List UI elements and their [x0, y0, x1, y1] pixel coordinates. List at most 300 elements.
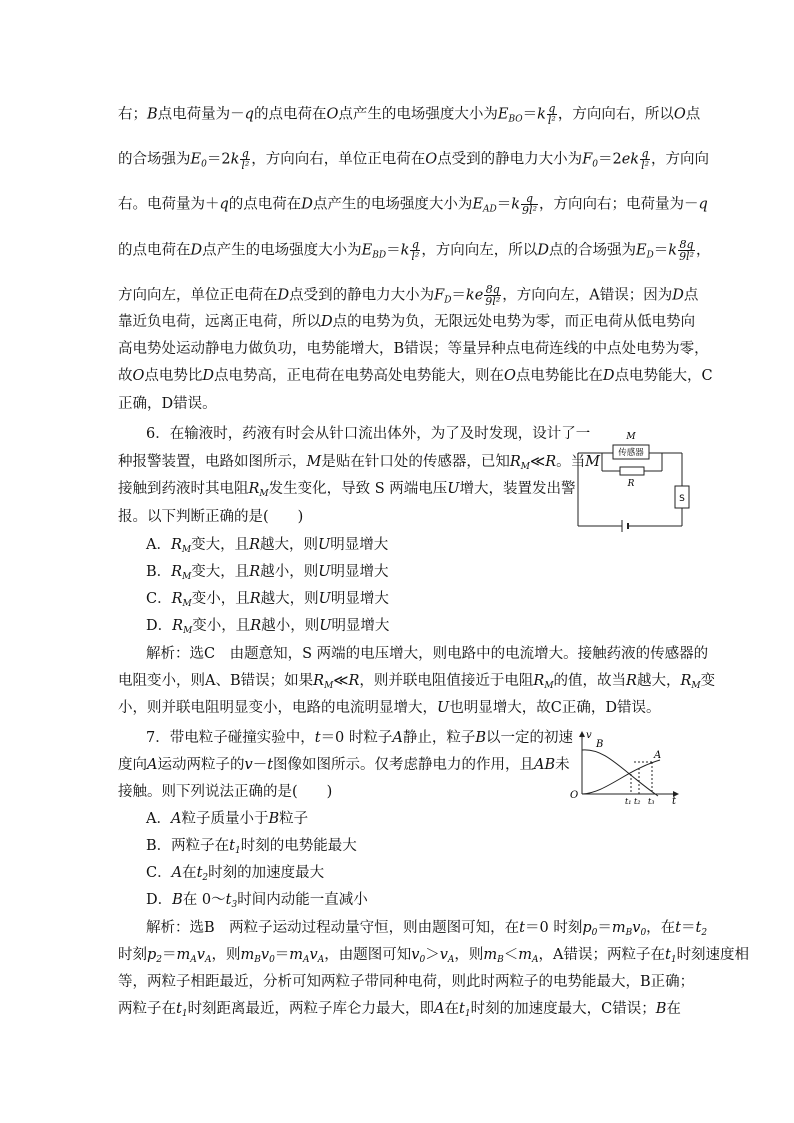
subscript: 0 — [592, 159, 598, 170]
subscript: 1 — [181, 1009, 188, 1019]
text: ke — [465, 287, 484, 304]
text: t — [196, 865, 203, 881]
text: m — [483, 947, 498, 963]
text: v — [309, 947, 318, 963]
text: ，则并联电阻值接近于电阻 — [359, 673, 534, 689]
subscript: 1 — [234, 846, 241, 856]
text: 在 — [444, 1001, 460, 1017]
text: E — [472, 196, 484, 213]
text: 以一定的初速 — [486, 730, 574, 746]
text: 点 — [685, 106, 701, 123]
numerator: q — [241, 147, 249, 160]
subscript: A — [317, 955, 325, 965]
text: ，则 — [454, 947, 484, 963]
text: O — [425, 151, 438, 168]
text: 时刻的加速度最大 — [208, 865, 325, 881]
text: 的合场强为 — [118, 151, 191, 168]
text: t — [229, 838, 235, 854]
question-7-stem — [146, 728, 573, 748]
text: 明显增大 — [330, 564, 389, 580]
text-line — [118, 312, 695, 332]
resistor-r — [620, 467, 644, 475]
text: 越大， — [636, 673, 681, 689]
text: 明显增大 — [331, 618, 390, 634]
text: AB — [534, 757, 556, 773]
numerator: q — [521, 193, 538, 205]
text: 变大，且 — [191, 564, 250, 580]
text: － — [252, 757, 268, 773]
text: m — [611, 920, 626, 936]
text: 运动两粒子的 — [157, 757, 245, 773]
option-c — [146, 589, 389, 614]
text: 点的电势为负，无限远处电势为零，而正电荷从低电势向 — [332, 314, 696, 330]
text: E — [635, 242, 647, 259]
text: ，方向向右；电荷量为－ — [538, 196, 699, 213]
text: D． — [146, 618, 173, 634]
numerator: q — [548, 102, 556, 115]
text: 的点电荷在 — [228, 196, 302, 213]
text: 是贴在针口处的传感器，已知 — [321, 454, 510, 470]
text: t — [695, 920, 702, 936]
subscript: B — [497, 955, 504, 965]
text: A — [147, 757, 158, 773]
text-line — [118, 945, 749, 970]
text: 等，两粒子相距最近，分析可知两粒子带同种电荷，则此时两粒子的电势能最大，B正确； — [118, 974, 695, 990]
text: 在 — [666, 1001, 681, 1017]
subscript: 1 — [464, 1009, 471, 1019]
text: U — [437, 700, 450, 716]
text: 两粒子在 — [118, 1001, 176, 1017]
text: R — [533, 673, 545, 689]
text: C． — [146, 591, 172, 607]
fraction — [240, 148, 250, 171]
text-line — [118, 698, 660, 718]
option-b — [146, 836, 357, 861]
text: ＝ — [653, 242, 669, 259]
text: 越大，则 — [260, 591, 319, 607]
denominator: 9l² — [485, 295, 501, 308]
subscript: M — [324, 681, 334, 691]
text-line — [118, 972, 694, 992]
question-6-stem — [146, 424, 590, 444]
text: 点产生的电场强度大小为 — [202, 242, 362, 259]
text: O — [132, 368, 145, 384]
text: 接触到药液时其电阻 — [118, 481, 249, 497]
text-line — [118, 339, 709, 359]
text: B — [268, 811, 280, 827]
text: R — [348, 673, 360, 689]
text: D — [537, 242, 549, 259]
text: R — [626, 673, 637, 689]
label-t2: t₂ — [634, 797, 641, 806]
text: 6．在输液时，药液有时会从针口流出体外，为了及时发现，设计了一 — [146, 426, 591, 442]
text: k — [537, 106, 546, 123]
text: ＝ — [681, 920, 696, 936]
text-line — [118, 479, 576, 504]
text: A — [392, 730, 403, 746]
vt-graph — [566, 728, 686, 810]
text-line — [118, 148, 709, 175]
text: 时刻的电势能最大 — [240, 838, 357, 854]
text: 右； — [118, 106, 147, 123]
subscript: BO — [508, 114, 523, 125]
text: k — [230, 151, 240, 168]
text: 变小，且 — [191, 591, 250, 607]
text: k — [511, 196, 521, 213]
text: ≪ — [530, 454, 546, 470]
subscript: 0 — [591, 928, 598, 938]
text: ＝ — [496, 196, 512, 213]
circuit-diagram — [576, 426, 696, 534]
text: O — [326, 106, 339, 123]
text: t — [225, 892, 232, 908]
text: ， — [696, 242, 711, 259]
label-t: t — [672, 796, 677, 807]
text: v — [411, 947, 420, 963]
text: R — [171, 564, 183, 580]
text: 点电荷量为－ — [157, 106, 245, 123]
subscript: A — [532, 955, 539, 965]
text: A — [171, 865, 183, 881]
text-line — [118, 452, 600, 477]
subscript: A — [447, 955, 455, 965]
text: ＝ — [597, 920, 612, 936]
text: ＜ — [503, 947, 519, 963]
text: D — [301, 196, 313, 213]
text: ，方向向左，所以 — [421, 242, 538, 259]
text: U — [318, 537, 331, 553]
text-line — [118, 755, 570, 775]
text: 时刻的加速度最大，C错误； — [470, 1001, 656, 1017]
text: 点电势能大，C — [614, 368, 713, 384]
text: ＝2 — [597, 151, 622, 168]
text: 点电势高，正电荷在电势高处电势能大，则在 — [214, 368, 505, 384]
label-b: B — [596, 739, 604, 750]
text: 变大，且 — [191, 537, 250, 553]
subscript: 0 — [419, 955, 426, 965]
text-line — [118, 239, 711, 266]
text: 在 — [182, 865, 197, 881]
text: A． — [146, 811, 171, 827]
option-d — [146, 616, 389, 641]
numerator: 8q — [485, 283, 500, 296]
text: 也明显增大，故C正确，D错误。 — [449, 700, 661, 716]
text: ＝ — [162, 947, 177, 963]
text: B． — [146, 564, 172, 580]
text: ，A错误；两粒子在 — [538, 947, 665, 963]
text: t — [675, 920, 681, 936]
subscript: M — [691, 681, 701, 691]
text: R — [171, 591, 183, 607]
text: m — [176, 947, 191, 963]
text: 小，则并联电阻明显变小，电路的电流明显增大， — [118, 700, 437, 716]
numerator: q — [641, 147, 649, 160]
numerator: 8q — [679, 238, 694, 251]
text: t — [267, 757, 274, 773]
text: ，则 — [211, 947, 241, 963]
answer-6 — [146, 644, 708, 664]
text: 变小，且 — [192, 618, 251, 634]
label-sensor: 传感器 — [618, 448, 644, 458]
text: A． — [146, 537, 171, 553]
text: 点产生的电场强度大小为 — [312, 196, 473, 213]
subscript: A — [303, 955, 310, 965]
label-r: R — [627, 479, 635, 489]
text: 越小，则 — [261, 618, 320, 634]
text: t — [665, 947, 671, 963]
text: R — [248, 481, 260, 497]
answer-7 — [146, 918, 707, 943]
text: R — [250, 618, 262, 634]
label-m: M — [626, 432, 636, 442]
text: B．两粒子在 — [146, 838, 230, 854]
label-origin: O — [570, 790, 579, 801]
text: 点电势能比在 — [515, 368, 603, 384]
text: 变 — [700, 673, 716, 689]
text-line — [118, 782, 332, 802]
subscript: 0 — [201, 159, 207, 170]
text: v — [196, 947, 205, 963]
text: D — [602, 368, 615, 384]
text: R — [545, 454, 557, 470]
text: 方向向左，单位正电荷在 — [118, 287, 278, 304]
text: 在 0～ — [182, 892, 226, 908]
text: F — [434, 287, 445, 304]
text: D — [190, 242, 203, 259]
fraction — [640, 148, 650, 171]
text: 正确，D错误。 — [118, 396, 217, 412]
denominator: l² — [641, 159, 650, 172]
text-line — [118, 999, 681, 1024]
text: 的点电荷在 — [118, 242, 191, 259]
text: E — [190, 151, 202, 168]
subscript: M — [183, 626, 193, 636]
subscript: M — [520, 462, 530, 472]
text: 电阻变小，则A、B错误；如果 — [118, 673, 314, 689]
text: t — [459, 1001, 465, 1017]
fraction — [484, 284, 501, 307]
text-line — [118, 507, 303, 527]
text: ＞ — [425, 947, 440, 963]
text: v — [439, 947, 448, 963]
text: ，由题图可知 — [324, 947, 412, 963]
text: 点受到的静电力大小为 — [289, 287, 435, 304]
text: 度向 — [118, 757, 147, 773]
text: 粒子质量小于 — [181, 811, 269, 827]
text: B — [475, 730, 487, 746]
text: ＝2 — [206, 151, 231, 168]
text: O — [504, 368, 516, 384]
text: 报。以下判断正确的是( ) — [118, 509, 304, 525]
text: U — [318, 564, 331, 580]
subscript: 1 — [670, 955, 677, 965]
subscript: M — [181, 545, 192, 555]
fraction — [521, 193, 538, 216]
option-c — [146, 863, 324, 888]
subscript: M — [544, 681, 554, 691]
text: ＝ — [386, 242, 401, 259]
text: M — [306, 454, 322, 470]
option-b — [146, 562, 388, 587]
subscript: 2 — [202, 873, 209, 883]
denominator: 9l² — [522, 204, 537, 217]
text: A — [170, 811, 182, 827]
text: D — [202, 368, 215, 384]
text: ＝ — [522, 106, 538, 123]
text-line — [118, 394, 217, 414]
text: t — [519, 920, 525, 936]
text: 点的合场强为 — [548, 242, 636, 259]
denominator: l² — [547, 114, 556, 127]
subscript: 2 — [156, 955, 163, 965]
text-line — [118, 103, 700, 130]
text: m — [289, 947, 304, 963]
text: B — [172, 892, 183, 908]
text: m — [518, 947, 533, 963]
text: k — [668, 242, 678, 259]
text: A — [434, 1001, 445, 1017]
subscript: A — [190, 955, 197, 965]
text: 接触。则下列说法正确的是( ) — [118, 784, 333, 800]
text: 点受到的静电力大小为 — [437, 151, 583, 168]
text: ，方向向 — [651, 151, 710, 168]
text: k — [400, 242, 410, 259]
text: t — [314, 730, 321, 746]
text: 时刻速度相 — [676, 947, 750, 963]
text: R — [249, 591, 261, 607]
text: ，方向向左，A错误；因为 — [502, 287, 673, 304]
text: D — [672, 287, 684, 304]
text: 明显增大 — [330, 537, 389, 553]
text: ，在 — [646, 920, 676, 936]
text-line — [118, 284, 698, 311]
curve-b — [582, 750, 658, 796]
option-a — [146, 535, 388, 560]
text: ek — [621, 151, 640, 168]
numerator: q — [411, 238, 419, 251]
text: t — [176, 1001, 182, 1017]
text: D — [277, 287, 290, 304]
subscript: AD — [483, 204, 497, 215]
text: 时刻距离最近，两粒子库仑力最大，即 — [187, 1001, 435, 1017]
text: 静止，粒子 — [402, 730, 476, 746]
text: 点电势比 — [144, 368, 203, 384]
text: U — [447, 481, 460, 497]
text: B — [147, 106, 158, 123]
subscript: M — [182, 572, 192, 582]
text: ＝0 时粒子 — [320, 730, 393, 746]
option-a — [146, 809, 308, 829]
label-a: A — [654, 750, 662, 761]
subscript: D — [646, 250, 654, 261]
subscript: 3 — [231, 900, 238, 910]
denominator: l² — [411, 250, 420, 263]
text: 右。电荷量为＋ — [118, 196, 220, 213]
text: 种报警装置，电路如图所示， — [118, 454, 307, 470]
text: m — [240, 947, 255, 963]
label-t3: t₃ — [648, 797, 655, 806]
text: 的点电荷在 — [253, 106, 327, 123]
text: 明显增大 — [330, 591, 389, 607]
text: ，方向向右，所以 — [557, 106, 674, 123]
option-d — [146, 890, 368, 915]
label-v: v — [586, 730, 592, 741]
text: 未 — [555, 757, 570, 773]
text: 时间内动能一直减小 — [237, 892, 368, 908]
text: 发生变化，导致 S 两端电压 — [268, 481, 448, 497]
text: R — [170, 537, 182, 553]
text: E — [361, 242, 373, 259]
text: ≪ — [333, 673, 349, 689]
denominator: l² — [241, 159, 250, 172]
text: ＝ — [451, 287, 466, 304]
text: v — [260, 947, 270, 963]
subscript: D — [444, 295, 452, 306]
text: R — [313, 673, 325, 689]
text: 的值，故当 — [553, 673, 627, 689]
text: D — [321, 314, 333, 330]
text: M — [585, 454, 600, 470]
text: U — [318, 591, 331, 607]
text: D． — [146, 892, 173, 908]
text: ，方向向右，单位正电荷在 — [251, 151, 426, 168]
text: 粒子 — [279, 811, 309, 827]
text: ＝ — [274, 947, 290, 963]
text: 点 — [683, 287, 699, 304]
text: 越大，则 — [260, 537, 319, 553]
subscript: 0 — [640, 928, 647, 938]
subscript: B — [254, 955, 261, 965]
text: p — [147, 947, 157, 963]
text: R — [249, 564, 261, 580]
subscript: M — [259, 489, 269, 499]
text: v — [244, 757, 253, 773]
text: q — [698, 196, 708, 213]
fraction — [410, 239, 420, 262]
text: 越小，则 — [260, 564, 319, 580]
text: R — [249, 537, 261, 553]
label-s: S — [679, 494, 685, 504]
text: 增大，装置发出警 — [459, 481, 576, 497]
text: E — [497, 106, 509, 123]
subscript: 0 — [269, 955, 275, 965]
subscript: M — [182, 599, 192, 609]
text: 点产生的电场强度大小为 — [338, 106, 498, 123]
text: 解析：选C 由题意知，S 两端的电压增大，则电路中的电流增大。接触药液的传感器的 — [146, 646, 709, 662]
text-line — [118, 193, 708, 220]
text: 靠近负电荷，远离正电荷，所以 — [118, 314, 321, 330]
text: q — [244, 106, 254, 123]
text: q — [219, 196, 229, 213]
text: R — [509, 454, 521, 470]
text: R — [172, 618, 184, 634]
subscript: 2 — [701, 928, 708, 938]
text-line — [118, 366, 713, 386]
text: R — [680, 673, 692, 689]
text: B — [655, 1001, 667, 1017]
fraction — [547, 103, 557, 126]
text: C． — [146, 865, 172, 881]
text: 图像如图所示。仅考虑静电力的作用，且 — [273, 757, 535, 773]
text: 。当 — [556, 454, 586, 470]
denominator: 9l² — [679, 250, 694, 263]
text: p — [582, 920, 592, 936]
text: U — [319, 618, 332, 634]
text: 高电势处运动静电力做负功，电势能增大，B错误；等量异种点电荷连线的中点处电势为零， — [118, 341, 709, 357]
label-t1: t₁ — [625, 797, 632, 806]
text: ＝0 时刻 — [524, 920, 583, 936]
subscript: BD — [372, 250, 387, 261]
